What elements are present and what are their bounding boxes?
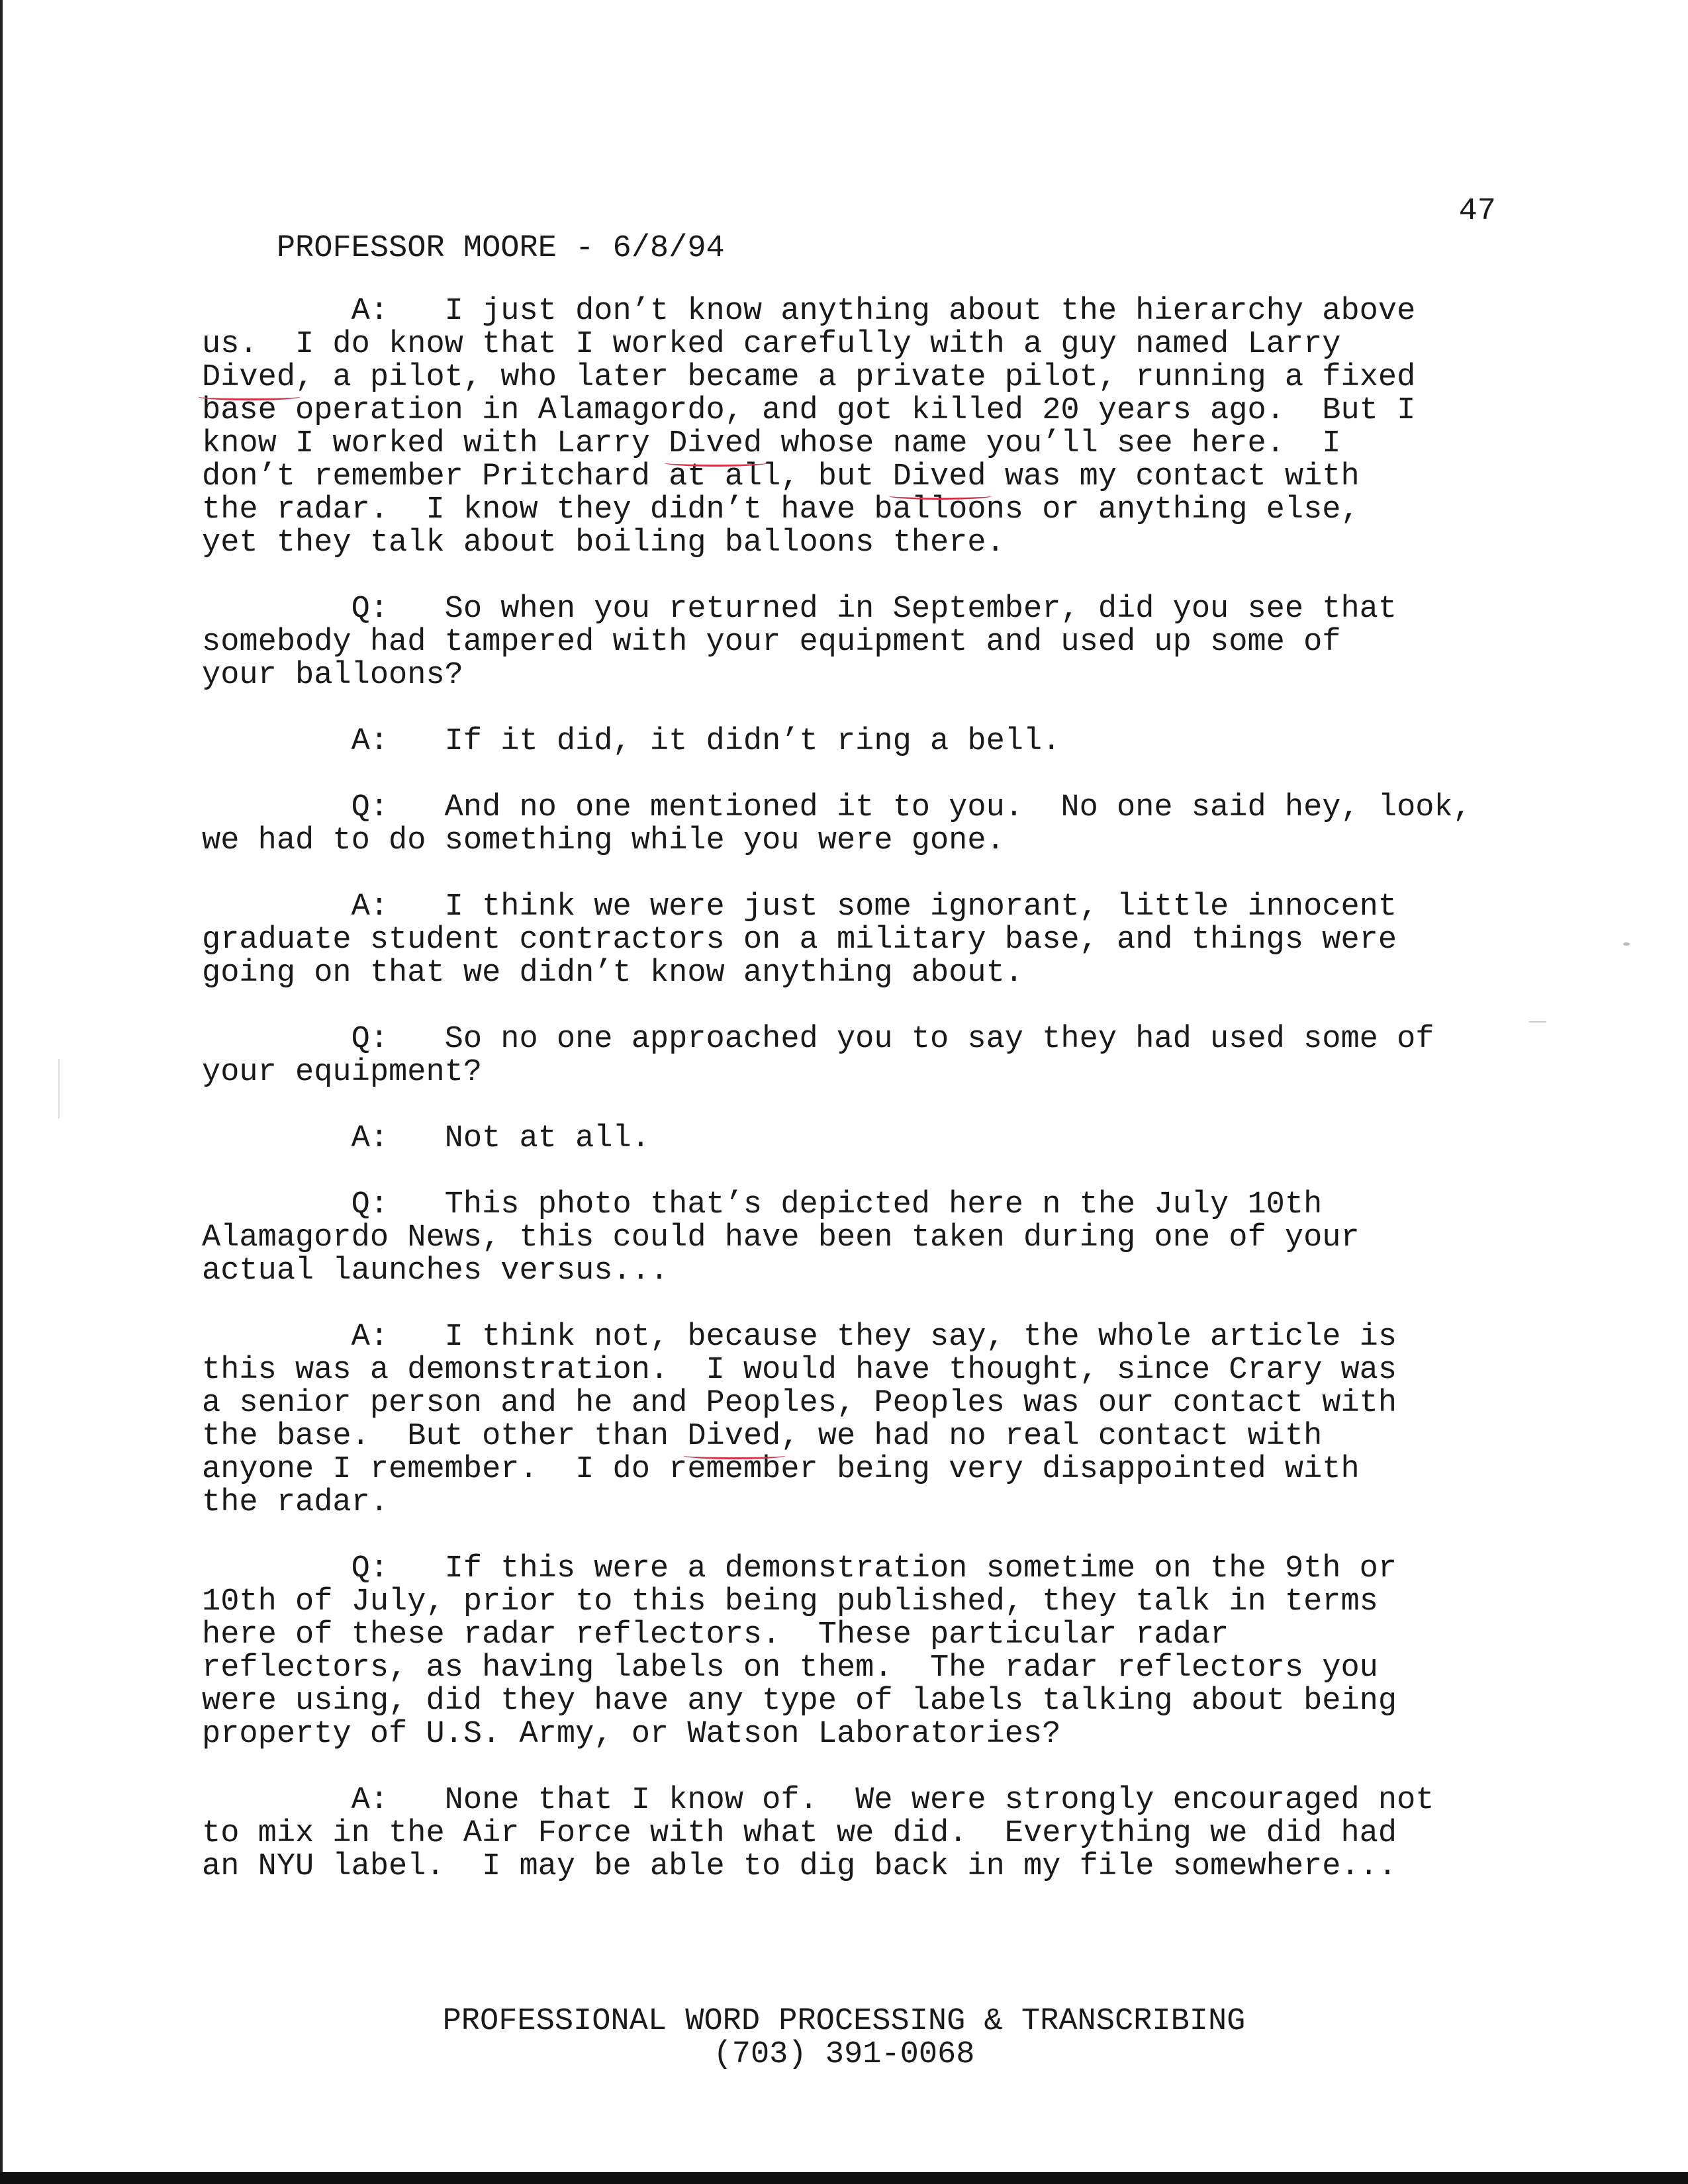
line-text: your equipment? xyxy=(202,1055,483,1090)
line-text: A: Not at all. xyxy=(202,1121,650,1156)
line-text: a senior person and he and Peoples, Peoples was our contact with xyxy=(202,1386,1397,1421)
transcript-line xyxy=(202,1122,1513,1156)
transcript-line xyxy=(202,1817,1513,1850)
line-text: base operation in Alamagordo, and got killed 20 years ago. But I xyxy=(202,393,1416,428)
scan-speck xyxy=(1529,1021,1546,1023)
transcript-paragraph xyxy=(202,891,1513,990)
transcript-line xyxy=(202,825,1513,858)
transcript-body xyxy=(202,295,1513,1917)
line-text: this was a demonstration. I would have thought, since Crary was xyxy=(202,1353,1397,1388)
line-text: the base. But other than xyxy=(202,1419,688,1454)
line-text: know I worked with Larry xyxy=(202,426,669,461)
line-text: actual launches versus... xyxy=(202,1253,669,1289)
footer-phone: (703) 391-0068 xyxy=(713,2037,975,2072)
transcript-line xyxy=(202,1685,1513,1718)
transcript-paragraph xyxy=(202,1784,1513,1884)
transcript-line xyxy=(202,1784,1513,1817)
transcript-line xyxy=(202,328,1513,361)
transcript-line xyxy=(202,1486,1513,1520)
line-text: property of U.S. Army, or Watson Laboratories? xyxy=(202,1717,1061,1752)
underlined-name: Dived xyxy=(687,1419,781,1454)
footer-company: PROFESSIONAL WORD PROCESSING & TRANSCRIBING xyxy=(442,2004,1246,2039)
transcript-line xyxy=(202,1453,1513,1486)
transcript-line xyxy=(202,1553,1513,1586)
line-text: A: If it did, it didn’t ring a bell. xyxy=(202,724,1061,759)
line-text: was my contact with xyxy=(986,459,1360,494)
underlined-name: Dived xyxy=(669,426,763,461)
transcript-line xyxy=(202,1056,1513,1089)
line-text: the radar. I know they didn’t have balloons or anything else, xyxy=(202,492,1360,527)
transcript-paragraph xyxy=(202,295,1513,560)
transcript-line xyxy=(202,725,1513,758)
transcript-line xyxy=(202,1189,1513,1222)
transcript-line xyxy=(202,1850,1513,1884)
transcript-line xyxy=(202,1586,1513,1619)
transcript-line xyxy=(202,659,1513,692)
line-text: Q: And no one mentioned it to you. No one said hey, look, xyxy=(202,790,1472,825)
line-text: anyone I remember. I do remember being very disappointed with xyxy=(202,1452,1360,1487)
line-text: graduate student contractors on a military base, and things were xyxy=(202,923,1397,958)
transcript-paragraph xyxy=(202,1189,1513,1288)
page-footer xyxy=(0,2005,1688,2071)
transcript-line xyxy=(202,1255,1513,1288)
transcript-line xyxy=(202,461,1513,494)
transcript-line xyxy=(202,1652,1513,1685)
transcript-line xyxy=(202,295,1513,328)
transcript-line xyxy=(202,1718,1513,1751)
line-text: here of these radar reflectors. These particular radar xyxy=(202,1617,1229,1653)
transcript-line xyxy=(202,1023,1513,1056)
line-text: A: None that I know of. We were strongly encouraged not xyxy=(202,1783,1434,1818)
transcript-line xyxy=(202,1354,1513,1387)
transcript-line xyxy=(202,957,1513,990)
line-text: the radar. xyxy=(202,1485,389,1520)
line-text: us. I do know that I worked carefully with a guy named Larry xyxy=(202,327,1341,362)
line-text: Q: This photo that’s depicted here n the July 10th xyxy=(202,1187,1323,1222)
transcript-line xyxy=(202,1321,1513,1354)
line-text: , we had no real contact with xyxy=(780,1419,1323,1454)
transcript-line xyxy=(202,1387,1513,1420)
transcript-line xyxy=(202,1619,1513,1652)
header-title: PROFESSOR MOORE - 6/8/94 xyxy=(276,231,725,266)
transcript-line xyxy=(202,394,1513,428)
transcript-line xyxy=(202,1222,1513,1255)
page-number: 47 xyxy=(1458,194,1496,229)
transcript-paragraph xyxy=(202,725,1513,758)
line-text: A: I think not, because they say, the whole article is xyxy=(202,1320,1397,1355)
scan-edge-left xyxy=(0,0,3,2184)
line-text: were using, did they have any type of labels talking about being xyxy=(202,1684,1397,1719)
transcript-line xyxy=(202,626,1513,659)
underlined-name: Dived xyxy=(892,459,986,494)
line-text: going on that we didn’t know anything about. xyxy=(202,956,1024,991)
transcript-paragraph xyxy=(202,1321,1513,1520)
scan-speck xyxy=(1623,942,1630,946)
line-text: we had to do something while you were gone. xyxy=(202,823,1005,858)
transcript-paragraph xyxy=(202,1023,1513,1089)
line-text: your balloons? xyxy=(202,658,463,693)
transcript-line xyxy=(202,924,1513,957)
transcript-line xyxy=(202,1420,1513,1453)
line-text: 10th of July, prior to this being published, they talk in terms xyxy=(202,1584,1378,1619)
line-text: reflectors, as having labels on them. The radar reflectors you xyxy=(202,1651,1378,1686)
transcript-line xyxy=(202,891,1513,924)
transcript-paragraph xyxy=(202,792,1513,858)
transcript-line xyxy=(202,527,1513,560)
line-text: A: I think we were just some ignorant, little innocent xyxy=(202,889,1397,925)
transcript-line xyxy=(202,494,1513,527)
transcript-line xyxy=(202,361,1513,394)
line-text: Q: So when you returned in September, did you see that xyxy=(202,592,1397,627)
line-text: , a pilot, who later became a private pilot, running a fixed xyxy=(295,360,1416,395)
line-text: whose name you’ll see here. I xyxy=(762,426,1341,461)
line-text: somebody had tampered with your equipment and used up some of xyxy=(202,625,1341,660)
transcript-line xyxy=(202,428,1513,461)
line-text: Q: If this were a demonstration sometime on the 9th or xyxy=(202,1551,1397,1586)
scan-speck xyxy=(58,1059,60,1118)
line-text: yet they talk about boiling balloons there. xyxy=(202,525,1005,561)
line-text: A: I just don’t know anything about the hierarchy above xyxy=(202,294,1416,329)
transcript-line xyxy=(202,593,1513,626)
line-text: Q: So no one approached you to say they had used some of xyxy=(202,1022,1434,1057)
line-text: to mix in the Air Force with what we did. Everything we did had xyxy=(202,1816,1397,1851)
transcript-line xyxy=(202,792,1513,825)
line-text: don’t remember Pritchard at all, but xyxy=(202,459,893,494)
line-text: Alamagordo News, this could have been taken during one of your xyxy=(202,1220,1360,1255)
underlined-name: Dived xyxy=(202,360,296,395)
scan-edge-bottom xyxy=(0,2172,1688,2184)
line-text: an NYU label. I may be able to dig back in my file somewhere... xyxy=(202,1849,1397,1884)
transcript-paragraph xyxy=(202,1122,1513,1156)
transcript-paragraph xyxy=(202,593,1513,692)
transcript-paragraph xyxy=(202,1553,1513,1751)
